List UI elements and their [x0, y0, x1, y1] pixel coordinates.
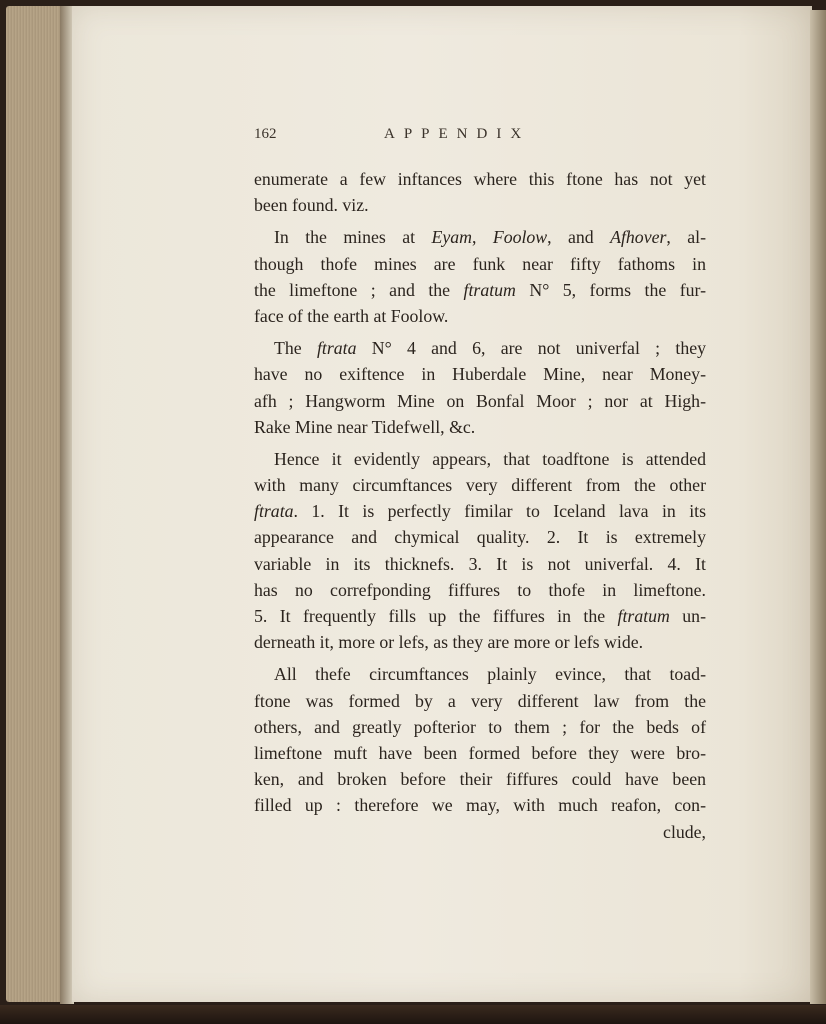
- text-line: [254, 498, 706, 524]
- text-line: [254, 166, 706, 192]
- text-line: [254, 361, 706, 387]
- text-segment: limeftone muft have been formed before they were bro-: [254, 742, 706, 763]
- text-line: [254, 629, 706, 655]
- text-line: [254, 524, 706, 550]
- text-line: [254, 577, 706, 603]
- text-segment: All thefe circumftances plainly evince, that toad-: [274, 664, 706, 685]
- text-line: [254, 714, 706, 740]
- text-segment: the limeftone ; and the: [254, 279, 464, 300]
- text-segment: enumerate a few inftances where this ftone has not yet: [254, 169, 706, 189]
- text-line: [254, 766, 706, 792]
- text-segment: Hence it evidently appears, that toadftone is attended: [274, 448, 706, 469]
- text-segment: . 1. It is perfectly fimilar to Iceland lava in its: [293, 501, 706, 522]
- text-segment: though thofe mines are funk near fifty fathoms in: [254, 253, 706, 274]
- text-segment: ,: [471, 227, 493, 248]
- text-line: [254, 740, 706, 766]
- text-segment: un-: [669, 606, 706, 626]
- text-segment: N° 5, forms the fur-: [515, 279, 706, 300]
- text-line: [254, 819, 706, 845]
- text-segment: have no exiftence in Huberdale Mine, near Money-: [254, 364, 706, 385]
- italic-term: ftrata: [254, 501, 294, 522]
- text-line: [254, 303, 706, 329]
- text-segment: Rake Mine near Tidefwell, &c.: [254, 416, 476, 437]
- text-line: [254, 661, 706, 687]
- italic-term: Afhover: [610, 227, 667, 248]
- text-line: [254, 472, 706, 498]
- text-segment: , al-: [666, 227, 707, 248]
- text-segment: ken, and broken before their fiffures could have been: [254, 769, 706, 790]
- text-segment: others, and greatly pofterior to them ; for the beds of: [254, 716, 706, 737]
- text-line: [254, 603, 706, 629]
- italic-term: ftratum: [463, 279, 516, 300]
- text-segment: N° 4 and 6, are not univerfal ; they: [356, 338, 706, 359]
- text-segment: In the mines at: [274, 227, 432, 248]
- text-segment: The: [274, 338, 317, 359]
- running-title: APPENDIX: [384, 126, 531, 142]
- text-line: [254, 792, 706, 818]
- text-segment: clude,: [663, 821, 706, 842]
- text-segment: has no correfponding fiffures to thofe in limeftone.: [254, 579, 706, 600]
- text-line: [254, 224, 706, 250]
- italic-term: Foolow: [492, 227, 548, 248]
- text-segment: been found. viz.: [254, 195, 369, 216]
- text-segment: face of the earth at Foolow.: [254, 305, 449, 326]
- text-segment: with many circumftances very different from the other: [254, 475, 706, 496]
- text-line: [254, 414, 706, 440]
- text-segment: filled up : therefore we may, with much reafon, con-: [254, 795, 706, 816]
- text-segment: variable in its thicknefs. 3. It is not univerfal. 4. It: [254, 553, 706, 574]
- text-segment: afh ; Hangworm Mine on Bonfal Moor ; nor at High-: [254, 390, 706, 411]
- text-line: [254, 192, 706, 218]
- italic-term: ftrata: [316, 338, 357, 359]
- text-line: [254, 688, 706, 714]
- italic-term: Eyam: [431, 227, 472, 248]
- text-segment: , and: [547, 227, 611, 248]
- facing-page-edge: [810, 10, 826, 1004]
- body-text: [254, 166, 706, 845]
- text-line: [254, 251, 706, 277]
- text-line: [254, 277, 706, 303]
- text-line: [254, 388, 706, 414]
- text-segment: derneath it, more or lefs, as they are more or lefs wide.: [254, 632, 644, 653]
- text-line: [254, 551, 706, 577]
- book-cover-edge: [0, 1005, 826, 1024]
- text-segment: appearance and chymical quality. 2. It is extremely: [254, 527, 706, 548]
- text-segment: 5. It frequently fills up the fiffures in the: [254, 606, 618, 626]
- page-number: 162: [254, 126, 277, 142]
- text-line: [254, 446, 706, 472]
- text-line: [254, 335, 706, 361]
- page-header: [254, 126, 700, 150]
- italic-term: ftratum: [617, 606, 670, 626]
- text-segment: ftone was formed by a very different law from the: [254, 690, 706, 711]
